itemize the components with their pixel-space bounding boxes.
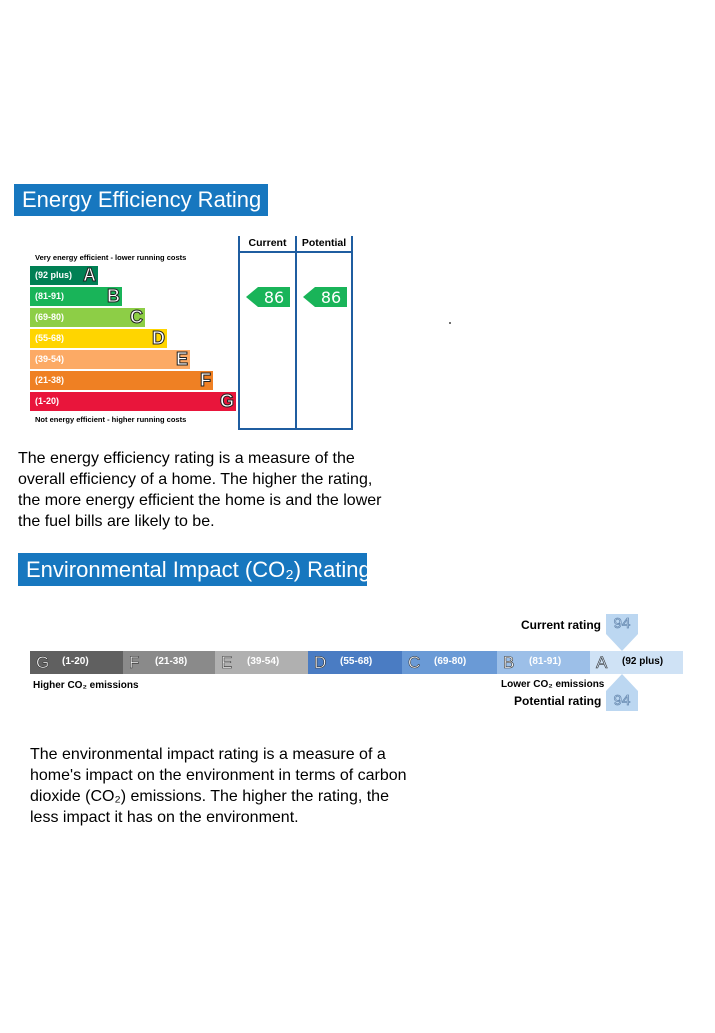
column-header-current: Current xyxy=(248,237,287,249)
ee-band-letter: C xyxy=(130,307,143,327)
ei-band-letter: C xyxy=(408,653,421,672)
header-rule xyxy=(238,251,353,253)
current-rating-value: 86 xyxy=(263,288,285,307)
ei-band-letter: E xyxy=(221,653,233,672)
ei-band-letter: F xyxy=(129,653,140,672)
ee-band-f xyxy=(30,371,213,390)
ee-band-letter: E xyxy=(175,349,188,369)
higher-emissions-note: Higher CO₂ emissions xyxy=(33,680,139,691)
bottom-note: Not energy efficient - higher running costs xyxy=(35,415,187,424)
ei-band-range: (21-38) xyxy=(155,656,188,667)
current-rating-label: Current rating xyxy=(521,618,602,632)
ei-band-f xyxy=(123,651,215,674)
ee-band-range: (1-20) xyxy=(35,396,60,406)
ei-potential-value: 94 xyxy=(613,692,631,709)
ei-band-letter: D xyxy=(314,653,327,672)
ee-band-e xyxy=(30,350,190,369)
ee-band-g xyxy=(30,392,236,411)
ei-band-e xyxy=(215,651,308,674)
ee-band-letter: A xyxy=(83,265,96,285)
ee-band-range: (55-68) xyxy=(35,333,65,343)
ei-band-range: (1-20) xyxy=(62,656,89,667)
potential-rating-marker xyxy=(606,691,638,711)
current-marker-pointer xyxy=(606,634,638,651)
column-header-potential: Potential xyxy=(301,237,347,249)
ei-band-letter: B xyxy=(503,653,515,672)
ei-band-range: (92 plus) xyxy=(622,656,664,667)
environmental-impact-title: Environmental Impact (CO₂) Rating xyxy=(18,553,367,586)
energy-efficiency-chart xyxy=(26,236,356,432)
ei-band-range: (81-91) xyxy=(529,656,562,667)
current-rating-marker xyxy=(606,614,638,634)
ee-band-letter: B xyxy=(107,286,120,306)
ei-band-d xyxy=(308,651,402,674)
ei-band-a xyxy=(590,651,683,674)
ee-band-letter: F xyxy=(200,370,211,390)
footer-rule xyxy=(238,428,353,430)
ei-band-range: (39-54) xyxy=(247,656,280,667)
ei-current-value: 94 xyxy=(613,615,631,632)
ee-band-letter: D xyxy=(152,328,165,348)
potential-marker-pointer xyxy=(606,674,638,691)
ei-band-letter: G xyxy=(36,653,50,672)
column-divider xyxy=(238,236,240,430)
ei-band-range: (69-80) xyxy=(434,656,467,667)
energy-efficiency-description: The energy efficiency rating is a measure of the overall efficiency of a home. The higher the rating, the more energy efficient the home is and the lower the fuel bills are likely to be. xyxy=(18,450,382,530)
ee-band-a xyxy=(30,266,98,285)
ee-band-b xyxy=(30,287,122,306)
ei-band-letter: A xyxy=(596,653,608,672)
ee-band-range: (39-54) xyxy=(35,354,65,364)
ee-band-range: (92 plus) xyxy=(35,270,73,280)
ee-band-range: (21-38) xyxy=(35,375,65,385)
column-divider xyxy=(295,236,297,430)
environmental-impact-description: The environmental impact rating is a measure of a home's impact on the environment in terms of carbon dioxide (CO₂) emissions. The higher the rating, the less impact it has on the environment. xyxy=(30,746,407,826)
potential-rating-value: 86 xyxy=(320,288,342,307)
ee-band-range: (69-80) xyxy=(35,312,65,322)
ei-band-b xyxy=(497,651,590,674)
energy-efficiency-title: Energy Efficiency Rating xyxy=(14,184,268,216)
ei-band-range: (55-68) xyxy=(340,656,373,667)
potential-rating-arrow xyxy=(303,287,347,307)
ee-band-c xyxy=(30,308,145,327)
stray-dot xyxy=(449,322,451,324)
ee-band-d xyxy=(30,329,167,348)
column-divider xyxy=(351,236,353,430)
top-note: Very energy efficient - lower running costs xyxy=(35,253,187,262)
ee-band-letter: G xyxy=(219,391,234,411)
ee-band-range: (81-91) xyxy=(35,291,65,301)
ei-band-c xyxy=(402,651,497,674)
ei-band-g xyxy=(30,651,123,674)
lower-emissions-note: Lower CO₂ emissions xyxy=(501,679,605,690)
current-rating-arrow xyxy=(246,287,290,307)
potential-rating-label: Potential rating xyxy=(514,694,602,708)
